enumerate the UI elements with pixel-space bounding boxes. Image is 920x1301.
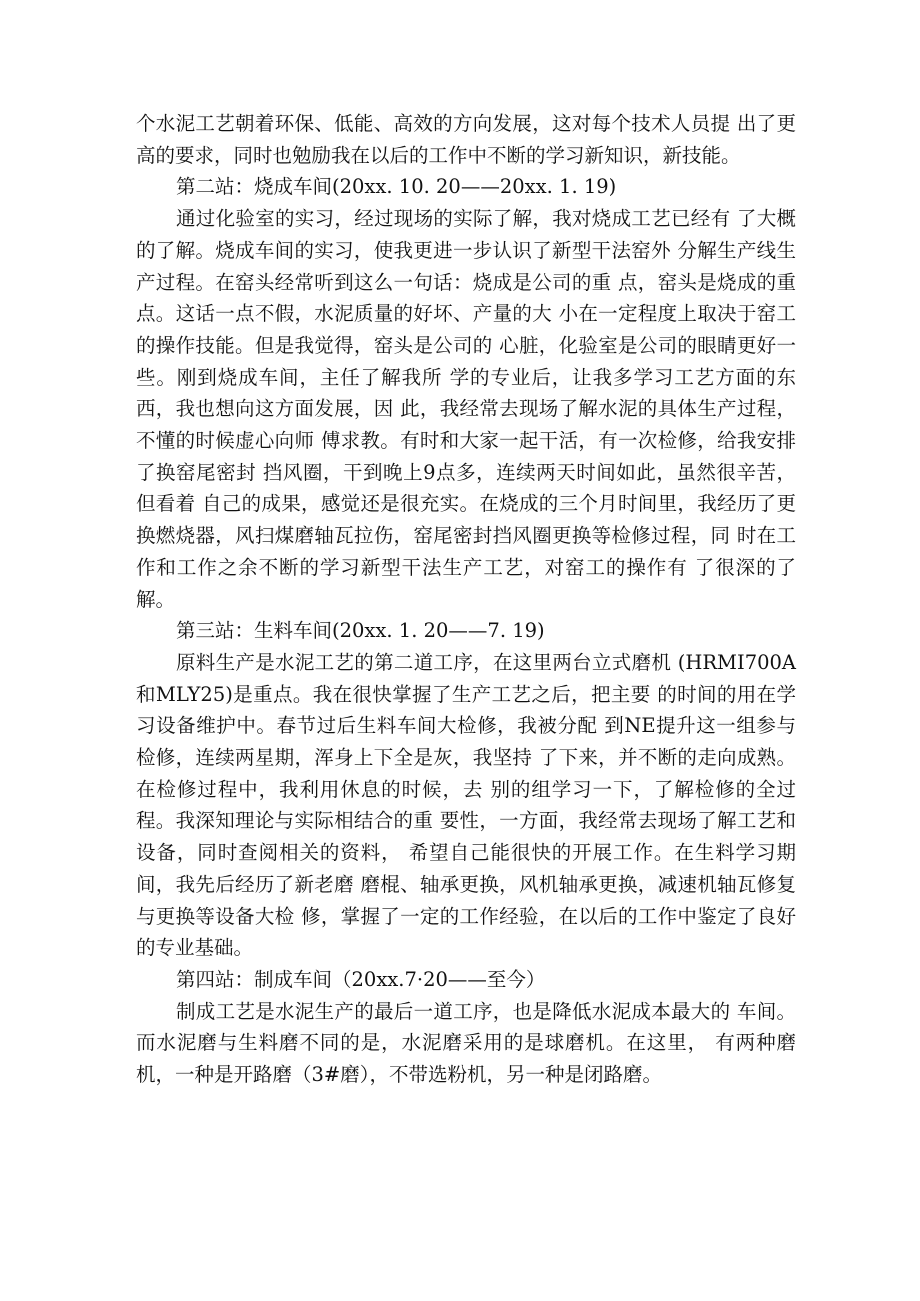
section-heading-station-4: 第四站：制成车间（20xx.7·20——至今） [176,967,546,991]
section-heading-station-2: 第二站：烧成车间(20xx. 10. 20——20xx. 1. 19) [176,175,617,199]
paragraph-intro-continuation: 个水泥工艺朝着环保、低能、高效的方向发展，这对每个技术人员提 出了更高的要求，同时也勉励我在以后的工作中不断的学习新知识，新技能。 [136,112,796,167]
paragraph-station-3: 原料生产是水泥工艺的第二道工序，在这里两台立式磨机 (HRMI700A和MLY25)是重点。我在很快掌握了生产工艺之后，把主要 的时间的用在学习设备维护中。春节过后生料车间大检修，我被分配 到NE提升这一组参与检修，连续两星期，浑身上下全是灰，我坚持 了下来，并不断的走向成熟。在检修过程中，我利用休息的时候，去 别的组学习一下，了解检修的全过程。我深知理论与实际相结合的重 要性，一方面，我经常去现场了解工艺和设备，同时查阅相关的资料， 希望自己能很快的开展工作。在生料学习期间，我先后经历了新老磨 磨棍、轴承更换，风机轴承更换，减速机轴瓦修复与更换等设备大检 修，掌握了一定的工作经验，在以后的工作中鉴定了良好的专业基础。 [136,650,796,960]
document-page [136,108,796,1091]
section-heading-station-3: 第三站：生料车间(20xx. 1. 20——7. 19) [176,619,545,643]
paragraph-station-2: 通过化验室的实习，经过现场的实际了解，我对烧成工艺已经有 了大概的了解。烧成车间的实习，使我更进一步认识了新型干法窑外 分解生产线生产过程。在窑头经常听到这么一句话：烧成是公司的重 点，窑头是烧成的重点。这话一点不假，水泥质量的好坏、产量的大 小在一定程度上取决于窑工的操作技能。但是我觉得，窑头是公司的 心脏，化验室是公司的眼睛更好一些。刚到烧成车间，主任了解我所 学的专业后，让我多学习工艺方面的东西，我也想向这方面发展，因 此，我经常去现场了解水泥的具体生产过程，不懂的时候虚心向师 傅求教。有时和大家一起干活，有一次检修，给我安排了换窑尾密封 挡风圈，干到晚上9点多，连续两天时间如此，虽然很辛苦，但看着 自己的成果，感觉还是很充实。在烧成的三个月时间里，我经历了更 换燃烧器，风扫煤磨轴瓦拉伤，窑尾密封挡风圈更换等检修过程，同 时在工作和工作之余不断的学习新型干法生产工艺，对窑工的操作有 了很深的了解。 [136,207,796,611]
paragraph-station-4: 制成工艺是水泥生产的最后一道工序，也是降低水泥成本最大的 车间。而水泥磨与生料磨不同的是，水泥磨采用的是球磨机。在这里， 有两种磨机，一种是开路磨（3#磨），不带选粉机，另一种是闭路磨。 [136,999,796,1087]
